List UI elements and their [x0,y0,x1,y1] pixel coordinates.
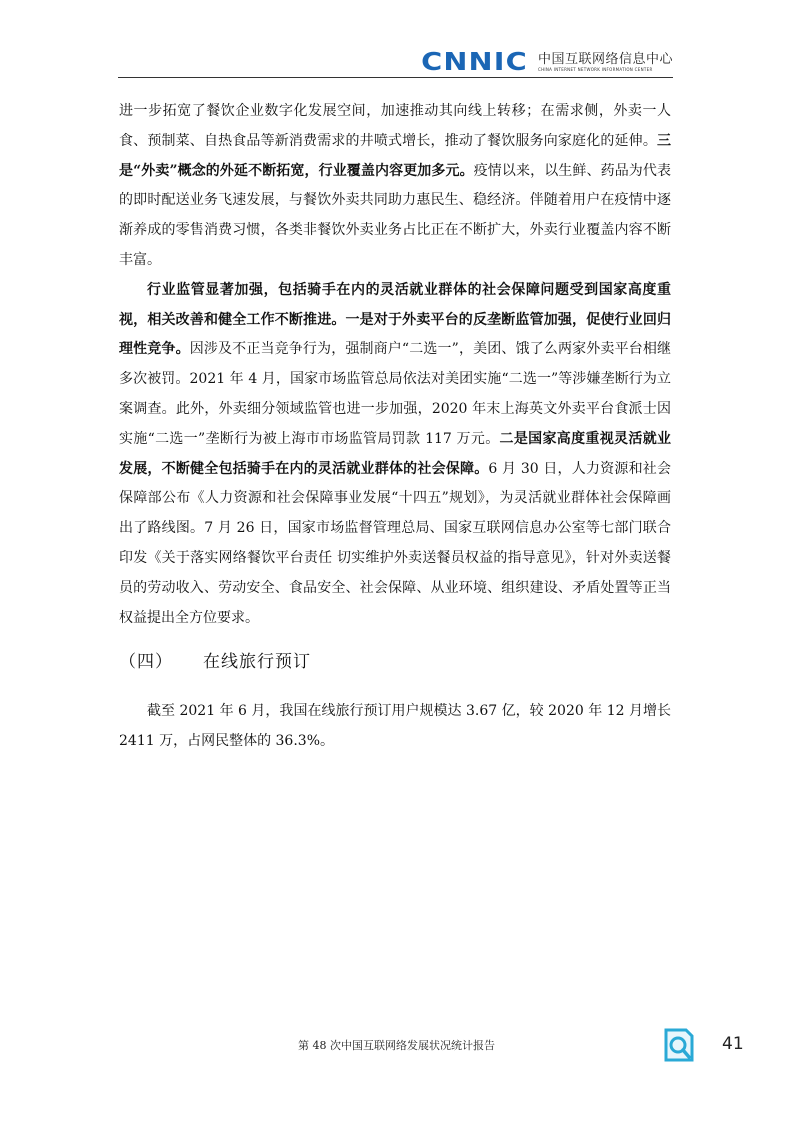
report-search-icon [664,1028,694,1062]
logo-chinese-name: 中国互联网络信息中心 [537,52,673,67]
paragraph-text: 因涉及不正当竞争行为，强制商户“二选一”，美团、饿了么两家外卖平台相继多次被罚。2021 年 4 月，国家市场监管总局依法对美团实施“二选一”等涉嫌垄断行为立案调查。此外，外卖细分领域监管也进一步加强，2020 年末上海英文外卖平台食派士因实施“二选一”垄断行为被上海市市场监管局罚款 117 万元。 [119,341,672,447]
logo-mark: CNNIC [421,47,528,76]
section-heading [119,645,671,679]
page-number: 41 [722,1034,744,1054]
page-content [119,97,671,757]
paragraph-text: 进一步拓宽了餐饮企业数字化发展空间，加速推动其向线上转移；在需求侧，外卖一人食、预制菜、自热食品等新消费需求的井喷式增长，推动了餐饮服务向家庭化的延伸。 [119,103,671,149]
logo-text [538,53,673,73]
paragraph-bold-text: 行业监管显著加强，包括骑手在内的灵活就业群体的社会保障问题受到国家高度重视，相关改善和健全工作不断推进。一是对于外卖平台的反垄断监管加强，促使行业回归理性竞争。 [119,281,671,358]
page-header [118,44,673,78]
paragraph-online-travel [119,697,671,757]
footer-report-title: 第 48 次中国互联网络发展状况统计报告 [298,1039,495,1052]
section-title: 在线旅行预订 [203,652,311,673]
cnnic-logo [421,47,673,76]
paragraph-text: 截至 2021 年 6 月，我国在线旅行预订用户规模达 3.67 亿，较 2020 年 12 月增长 2411 万，占网民整体的 36.3%。 [119,703,671,750]
section-number: （四） [119,652,173,673]
paragraph-text: 6 月 30 日，人力资源和社会保障部公布《人力资源和社会保障事业发展“十四五”规划》，为灵活就业群体社会保障画出了路线图。7 月 26 日，国家市场监督管理总局、国家互联网信息办公室等七部门联合印发《关于落实网络餐饮平台责任 切实维护外卖送餐员权益的指导意见》，针对外卖送餐员的劳动收入、劳动安全、食品安全、社会保障、从业环境、组织建设、矛盾处置等正当权益提出全方位要求。 [119,460,671,626]
paragraph-bold-text: 二是国家高度重视灵活就业发展，不断健全包括骑手在内的灵活就业群体的社会保障。 [119,430,672,477]
paragraph-regulation [119,276,671,634]
paragraph-continuation [119,97,671,276]
paragraph-bold-text: 三是“外卖”概念的外延不断拓宽，行业覆盖内容更加多元。 [119,132,671,179]
paragraph-text: 疫情以来，以生鲜、药品为代表的即时配送业务飞速发展，与餐饮外卖共同助力惠民生、稳经济。伴随着用户在疫情中逐渐养成的零售消费习惯，各类非餐饮外卖业务占比正在不断扩大，外卖行业覆盖内容不断丰富。 [119,162,671,268]
logo-english-name: CHINA INTERNET NETWORK INFORMATION CENTER [537,67,653,72]
